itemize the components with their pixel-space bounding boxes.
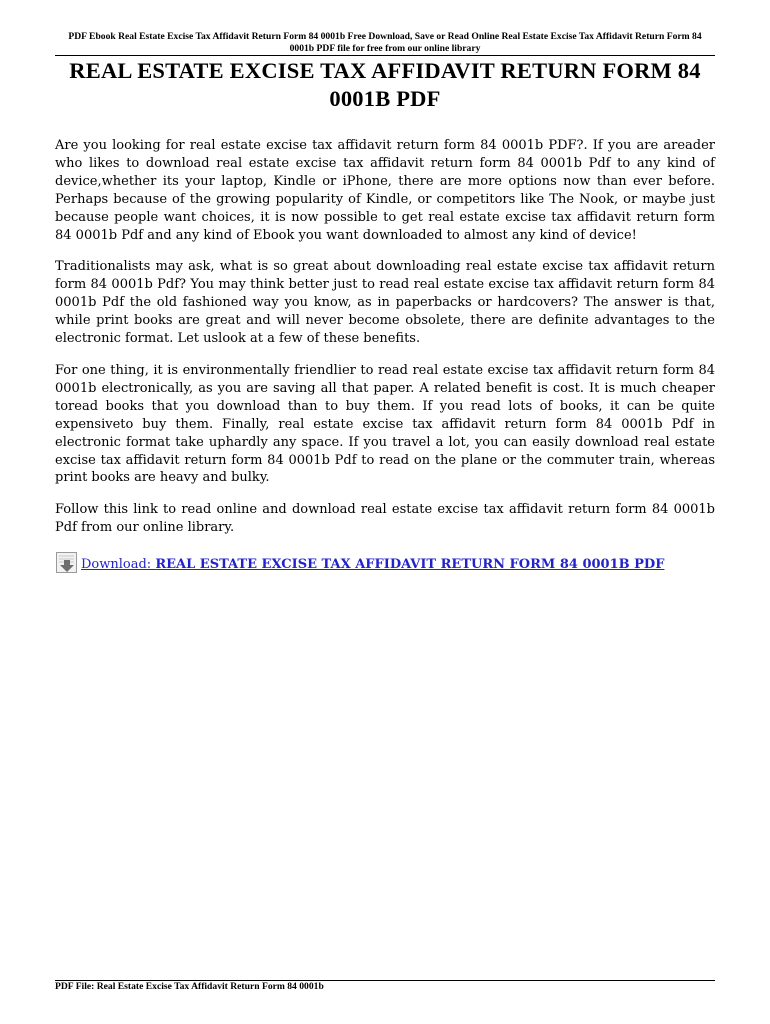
paragraph-1: Are you looking for real estate excise tax affidavit return form 84 0001b PDF?. If you are areader who likes to download real estate excise tax affidavit return form 84 0001b Pdf to any kind of device,whether its your laptop, Kindle or iPhone, there are more options now than ever before. Perhaps because of the growing popularity of Kindle, or competitors like The Nook, or maybe just because people want choices, it is now possible to get real estate excise tax affidavit return form 84 0001b Pdf and any kind of Ebook you want downloaded to almost any kind of device! bbox=[55, 138, 715, 243]
download-link[interactable] bbox=[81, 556, 664, 574]
header-note: PDF Ebook Real Estate Excise Tax Affidavit Return Form 84 0001b Free Download, Save or Read Online Real Estate Excise Tax Affidavit Return Form 84 0001b PDF file for free from our online library bbox=[68, 31, 702, 54]
download-icon[interactable] bbox=[55, 552, 79, 574]
page-title: REAL ESTATE EXCISE TAX AFFIDAVIT RETURN FORM 84 0001B PDF bbox=[69, 58, 701, 111]
header-divider bbox=[55, 55, 715, 56]
footer-note: PDF File: Real Estate Excise Tax Affidavit Return Form 84 0001b bbox=[55, 981, 324, 992]
article-body bbox=[55, 137, 715, 551]
paragraph-2: Traditionalists may ask, what is so great about downloading real estate excise tax affidavit return form 84 0001b Pdf? You may think better just to read real estate excise tax affidavit return form 84 0001b Pdf the old fashioned way you know, as in paperbacks or hardcovers? The answer is that, while print books are great and will never become obsolete, there are definite advantages to the electronic format. Let uslook at a few of these benefits. bbox=[55, 259, 715, 347]
paragraph-3: For one thing, it is environmentally friendlier to read real estate excise tax affidavit return form 84 0001b electronically, as you are saving all that paper. A related benefit is cost. It is much cheaper toread books that you download than to buy them. If you read lots of books, it can be quite expensiveto buy them. Finally, real estate excise tax affidavit return form 84 0001b Pdf in electronic format take uphardly any space. If you travel a lot, you can easily download real estate excise tax affidavit return form 84 0001b Pdf to read on the plane or the commuter train, whereas print books are heavy and bulky. bbox=[55, 362, 715, 486]
download-label: Download: bbox=[81, 557, 156, 572]
paragraph-4: Follow this link to read online and download real estate excise tax affidavit return form 84 0001b Pdf from our online library. bbox=[55, 502, 715, 536]
download-row bbox=[55, 552, 664, 574]
download-link-text: REAL ESTATE EXCISE TAX AFFIDAVIT RETURN FORM 84 0001B PDF bbox=[155, 557, 665, 572]
